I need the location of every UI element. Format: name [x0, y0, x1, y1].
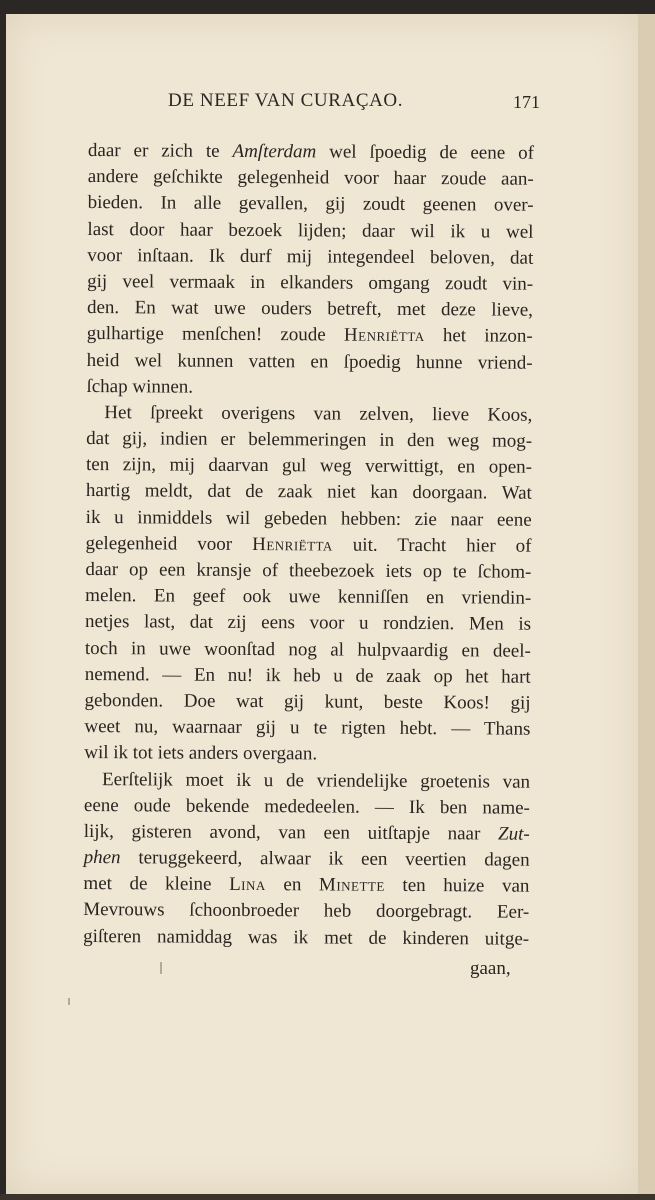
line-text: het inzon- — [424, 325, 533, 348]
line-text: teruggekeerd, alwaar ik een veertien dagen — [120, 847, 530, 871]
text-line — [84, 821, 530, 850]
line-text: gij veel vermaak in elkanders omgang zoudt vin- — [87, 270, 534, 295]
text-line — [84, 716, 530, 745]
line-text: gebonden. Doe wat gij kunt, beste Koos! gij — [84, 689, 531, 714]
line-text: last door haar bezoek lijden; daar wil ik u wel — [87, 218, 534, 243]
line-text: eene oude bekende mededeelen. — Ik ben name- — [83, 794, 530, 819]
name-minette: Minette — [318, 874, 385, 897]
page-edge — [638, 14, 655, 1200]
text-line — [83, 899, 529, 928]
line-text: bieden. In alle gevallen, gij zoudt geenen over- — [87, 192, 534, 217]
line-text: wil ik tot iets anders overgaan. — [84, 742, 318, 765]
line-text: gulhartige menſchen! zoude — [86, 323, 345, 346]
line-text: met de kleine — [83, 873, 230, 896]
line-text: ik u inmiddels wil gebeden hebben: zie naar eene — [85, 506, 532, 531]
line-text: hartig meldt, dat de zaak niet kan doorgaan. Wat — [85, 480, 532, 505]
page-header — [168, 90, 540, 120]
text-line — [86, 480, 532, 509]
text-line — [87, 323, 533, 352]
text-line — [86, 376, 532, 405]
line-text: toch in uwe woonſtad nog al hulpvaardig en deel- — [84, 637, 531, 662]
text-line — [83, 926, 529, 955]
text-line — [87, 245, 533, 274]
catchword: gaan, — [470, 958, 511, 979]
text-line — [88, 166, 534, 195]
text-line — [85, 664, 531, 693]
line-text: andere geſchikte gelegenheid voor haar zoude aan- — [87, 166, 534, 190]
place-name-zutphen: Zut- — [498, 823, 530, 845]
page-number: 171 — [513, 92, 540, 112]
line-text: Mevrouws ſchoonbroeder heb doorgebragt. Eer- — [83, 899, 530, 924]
line-text: melen. En geef ook uwe kenniſſen en vriendin- — [85, 585, 532, 609]
text-line — [85, 611, 531, 640]
place-name-amsterdam: Amſterdam — [232, 140, 317, 163]
line-text: ten huize van — [384, 875, 530, 897]
line-text: giſteren namiddag was ik met de kinderen uitge- — [83, 925, 530, 950]
text-line — [85, 559, 531, 588]
paragraph-start — [86, 402, 532, 431]
text-line — [87, 219, 533, 248]
text-line — [86, 454, 532, 483]
name-henrietta: Henriëtta — [252, 533, 333, 556]
text-line — [87, 297, 533, 326]
paragraph-start — [84, 768, 530, 797]
paper-speck — [160, 962, 162, 974]
text-line — [86, 428, 532, 457]
line-text: wel ſpoedig de eene of — [316, 141, 535, 164]
line-text: ten zijn, mij daarvan gul weg verwittigt, en open- — [85, 454, 533, 478]
line-text: uit. Tracht hier of — [332, 534, 532, 557]
line-text: netjes last, dat zij eens voor u rondzien. Men is — [84, 611, 532, 636]
name-henrietta: Henriëtta — [343, 324, 425, 347]
text-line — [86, 507, 532, 536]
bottom-shadow — [0, 1194, 655, 1200]
text-line — [84, 690, 530, 719]
line-text: daar op een kransje of theebezoek iets op te ſchom- — [85, 558, 532, 583]
line-text: lijk, gisteren avond, van een uitſtapje naar — [83, 820, 499, 845]
name-lina: Lina — [229, 874, 266, 896]
line-text: daar er zich te — [87, 140, 233, 162]
line-text: gelegenheid voor — [85, 532, 253, 555]
text-line — [88, 192, 534, 221]
line-text: Het ſpreekt overigens van zelven, lieve Koos, — [104, 401, 533, 426]
line-text: dat gij, indien er belemmeringen in den weg mog- — [86, 428, 533, 452]
line-text: weet nu, waarnaar gij u te rigten hebt. — Thans — [84, 716, 531, 740]
text-line — [84, 795, 530, 824]
text-line — [87, 349, 533, 378]
line-text: ſchap winnen. — [86, 375, 194, 398]
line-text: voor inſtaan. Ik durf mij integendeel beloven, dat — [87, 244, 534, 269]
body-text — [83, 140, 534, 955]
line-text: Eerſtelijk moet ik u de vriendelijke groetenis van — [102, 768, 531, 793]
place-name-zutphen: phen — [83, 847, 121, 869]
line-text: en — [265, 874, 320, 896]
running-head: DE NEEF VAN CURAÇAO. — [168, 90, 404, 111]
text-line — [84, 742, 530, 771]
line-text: heid wel kunnen vatten en ſpoedig hunne vriend- — [86, 349, 533, 374]
text-line — [85, 585, 531, 614]
text-line — [83, 873, 529, 902]
line-text: nemend. — En nu! ik heb u de zaak op het hart — [84, 663, 531, 688]
text-line — [85, 638, 531, 667]
line-text: den. En wat uwe ouders betreft, met deze lieve, — [86, 297, 534, 321]
text-line — [88, 140, 534, 169]
paper-speck — [68, 998, 70, 1005]
text-line — [87, 271, 533, 300]
text-line — [85, 533, 531, 562]
text-line — [84, 847, 530, 876]
